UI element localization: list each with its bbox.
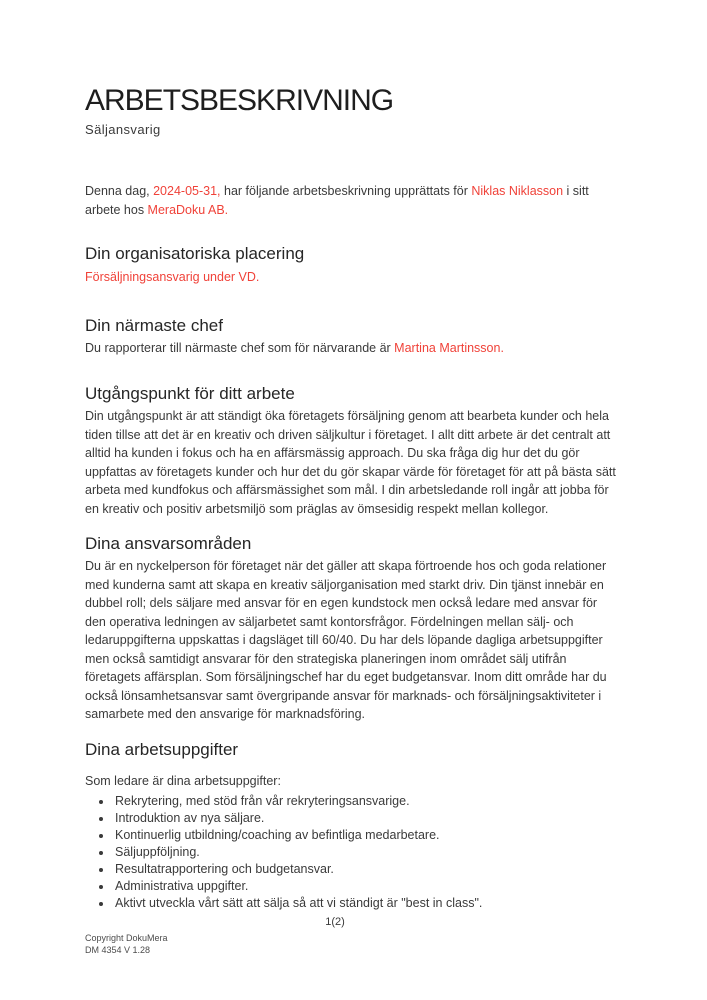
list-item: • Kontinuerlig utbildning/coaching av befintliga medarbetare.	[113, 827, 620, 844]
section-heading-arbetsuppgifter: Dina arbetsuppgifter	[85, 739, 239, 759]
intro-text: har följande arbetsbeskrivning upprättats för	[220, 184, 472, 198]
organisatorisk-placering-value: Försäljningsansvarig under VD.	[85, 270, 260, 284]
arbetsuppgifter-lead: Som ledare är dina arbetsuppgifter:	[85, 773, 281, 788]
list-item: • Introduktion av nya säljare.	[113, 810, 620, 827]
footer-copyright-block	[85, 933, 168, 956]
intro-date: 2024-05-31,	[153, 184, 221, 198]
document-id: DM 4354 V 1.28	[85, 944, 151, 955]
ansvarsomraden-paragraph: Du är en nyckelperson för företaget när det gäller att skapa förtroende hos och goda relationer med kunderna samt att skapa en kreativ säljorganisation med starkt driv. Din tjänst innebär en dubbel roll; dels säljare med ansvar för en egen kundstock men också ledare med ansvar för den operativa ledningen av säljarbetet samt kontorsfrågor. Fördelningen mellan sälj- och ledaruppgifterna uppskattas i dagsläget till 60/40. Du har dels löpande dagliga arbetsuppgifter men också samtidigt ansvarar för den strategiska planeringen inom området sälj utifrån företagets affärsplan. Som försäljningschef har du eget budgetansvar. Inom ditt område har du också lönsamhetsansvar samt övergripande ansvar för marknads- och försäljningsaktiviteter i samarbete med den ansvarige för marknadsföring.	[85, 559, 607, 721]
list-item: • Säljuppföljning.	[113, 844, 620, 861]
list-item: • Resultatrapportering och budgetansvar.	[113, 861, 620, 878]
section-heading-ansvarsomraden: Dina ansvarsområden	[85, 534, 252, 553]
list-item: • Aktivt utveckla vårt sätt att sälja så att vi ständigt är "best in class".	[113, 895, 620, 912]
section-heading-organisatorisk-placering: Din organisatoriska placering	[85, 244, 305, 263]
list-item: • Administrativa uppgifter.	[113, 878, 620, 895]
page-number: 1(2)	[325, 916, 345, 928]
employee-name: Niklas Niklasson	[471, 184, 564, 198]
list-item: • Rekrytering, med stöd från vår rekryteringsansvarige.	[113, 793, 620, 810]
intro-text: i sitt arbete hos	[85, 184, 589, 217]
section-heading-narmaste-chef: Din närmaste chef	[85, 315, 223, 335]
manager-name: Martina Martinsson.	[394, 340, 504, 355]
intro-paragraph	[85, 182, 620, 219]
chef-text: Du rapporterar till närmaste chef som för närvarande är	[85, 340, 395, 355]
intro-text: Denna dag,	[85, 184, 154, 198]
utgangspunkt-paragraph: Din utgångspunkt är att ständigt öka företagets försäljning genom att bearbeta kunder och hela tiden tillse att det är en kreativ och driven säljkultur i företaget. I allt ditt arbete är det centralt att alltid ha kunden i fokus och ha en affärsmässig approach. Du ska fråga dig hur det du gör uppfattas av företagets kunder och hur det du gör skapar värde för företaget för att på bästa sätt arbeta med kundfokus och affärsmässighet som mål. I din arbetsledande roll ingår att jobba för en kreativ och positiv arbetsmiljö som präglas av ömsesidig respekt mellan kollegor.	[85, 409, 616, 516]
document-subtitle: Säljansvarig	[85, 122, 161, 137]
document-title: ARBETSBESKRIVNING	[85, 84, 394, 117]
copyright-line: Copyright DokuMera	[85, 933, 168, 943]
section-heading-utgangspunkt: Utgångspunkt för ditt arbete	[85, 384, 295, 403]
arbetsuppgifter-list	[85, 793, 620, 912]
company-name: MeraDoku AB.	[147, 202, 229, 217]
narmaste-chef-paragraph	[85, 339, 620, 358]
